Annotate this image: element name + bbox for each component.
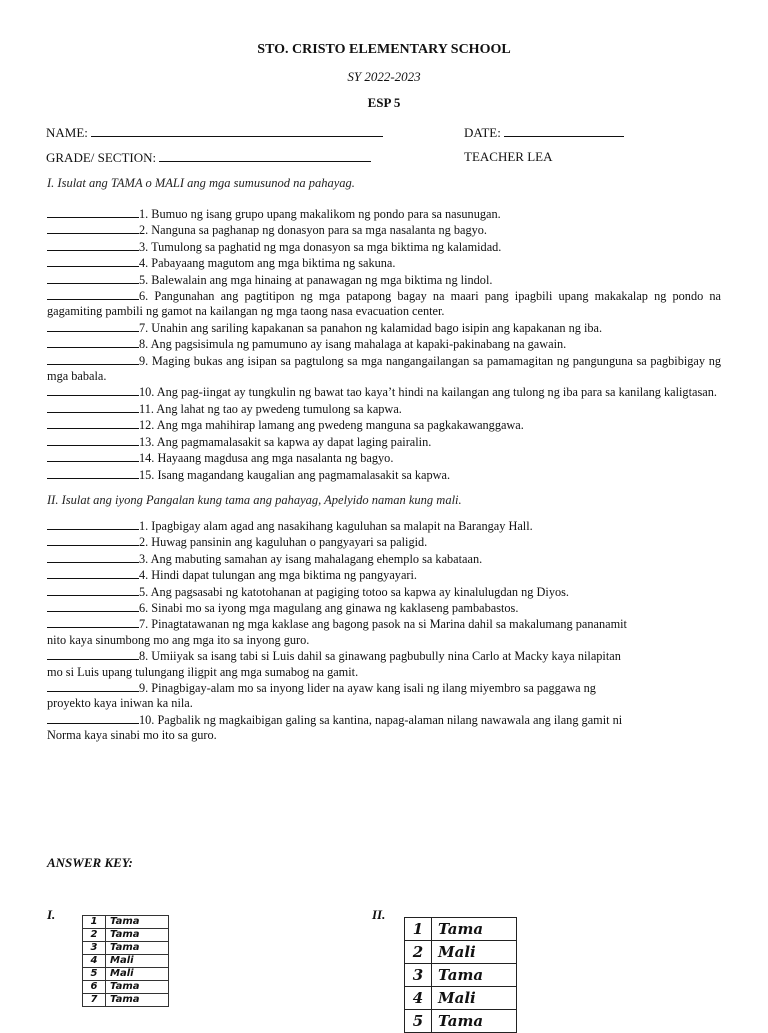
- answer-key-title: ANSWER KEY:: [47, 855, 133, 870]
- list-item: 5. Ang pagsasabi ng katotohanan at pagiging totoo sa kapwa ay kinalulugdan ng Diyos.: [47, 584, 627, 600]
- table-row: 2 Mali: [405, 941, 517, 964]
- answer-key-part2-label: II.: [372, 907, 386, 922]
- table-row: 5 Mali: [83, 968, 169, 981]
- grade-section-blank: [159, 149, 371, 162]
- answer-key-part1-label: I.: [47, 907, 56, 922]
- list-item: 4. Pabayaang magutom ang mga biktima ng sakuna.: [47, 255, 721, 271]
- list-item: 12. Ang mga mahihirap lamang ang pwedeng manguna sa pagkakawanggawa.: [47, 417, 721, 433]
- date-field: [464, 124, 624, 141]
- list-item: 2. Huwag pansinin ang kaguluhan o pangyayari sa paligid.: [47, 534, 627, 550]
- list-item: 2. Nanguna sa paghanap ng donasyon para sa mga nasalanta ng bagyo.: [47, 222, 721, 238]
- name-label: NAME:: [46, 125, 88, 140]
- part2-instruction: II. Isulat ang iyong Pangalan kung tama ang pahayag, Apelyido naman kung mali.: [47, 493, 462, 507]
- list-item: 13. Ang pagmamalasakit sa kapwa ay dapat laging pairalin.: [47, 434, 721, 450]
- subject-title: ESP 5: [367, 95, 401, 110]
- date-blank: [504, 124, 624, 137]
- name-field: [46, 124, 383, 141]
- grade-section-field: [46, 149, 371, 166]
- table-row: 7 Tama: [83, 994, 169, 1007]
- grade-section-label: GRADE/ SECTION:: [46, 150, 157, 165]
- part1-list: [47, 206, 721, 483]
- table-row: 5 Tama: [405, 1010, 517, 1033]
- list-item: 8. Umiiyak sa isang tabi si Luis dahil sa ginawang pagbubully nina Carlo at Macky kaya nilapitan mo si Luis upang tulungang iligpit ang mga sumabog na gamit.: [47, 649, 621, 679]
- list-item: 10. Ang pag-iingat ay tungkulin ng bawat tao kaya’t hindi na kailangan ang tulong ng iba para sa kanilang kaligtasan.: [47, 384, 721, 400]
- table-row: 1 Tama: [405, 918, 517, 941]
- school-name: STO. CRISTO ELEMENTARY SCHOOL: [257, 42, 511, 57]
- teacher-name: TEACHER LEA: [464, 149, 553, 164]
- list-item: 15. Isang magandang kaugalian ang pagmamalasakit sa kapwa.: [47, 467, 721, 483]
- table-row: 4 Mali: [83, 955, 169, 968]
- date-label: DATE:: [464, 125, 501, 140]
- name-blank: [91, 124, 383, 137]
- part2-list: [47, 518, 627, 744]
- list-item: 6. Pangunahan ang pagtitipon ng mga patapong bagay na maari pang ipagbili upang makakalap ng pondo na gagamiting pambili ng gamot na kailangan ng mga taong nasa evacuation center.: [47, 289, 721, 319]
- answer-key-table-part2: [404, 917, 517, 1033]
- list-item: 1. Bumuo ng isang grupo upang makalikom ng pondo para sa nasunugan.: [47, 206, 721, 222]
- list-item: 11. Ang lahat ng tao ay pwedeng tumulong sa kapwa.: [47, 401, 721, 417]
- list-item: 9. Maging bukas ang isipan sa pagtulong sa mga nangangailangan sa pamamagitan ng pangunguna sa pagbibigay ng mga babala.: [47, 353, 721, 384]
- part1-instruction: I. Isulat ang TAMA o MALI ang mga sumusunod na pahayag.: [47, 176, 355, 190]
- list-item: 3. Ang mabuting samahan ay isang mahalagang ehemplo sa kabataan.: [47, 551, 627, 567]
- list-item: 6. Sinabi mo sa iyong mga magulang ang ginawa ng kaklaseng pambabastos.: [47, 600, 627, 616]
- list-item: 3. Tumulong sa paghatid ng mga donasyon sa mga biktima ng kalamidad.: [47, 239, 721, 255]
- list-item: 10. Pagbalik ng magkaibigan galing sa kantina, napag-alaman nilang nawawala ang ilang gamit ni Norma kaya sinabi mo ito sa guro.: [47, 712, 623, 743]
- school-year: SY 2022-2023: [347, 69, 421, 84]
- answer-key-table-part1: [82, 915, 169, 1007]
- list-item: 14. Hayaang magdusa ang mga nasalanta ng bagyo.: [47, 450, 721, 466]
- table-row: 2 Tama: [83, 929, 169, 942]
- table-row: 4 Mali: [405, 987, 517, 1010]
- table-row: 3 Tama: [405, 964, 517, 987]
- list-item: 9. Pinagbigay-alam mo sa inyong lider na ayaw kang isali ng ilang miyembro sa paggawa ng proyekto kaya iniwan ka nila.: [47, 681, 596, 711]
- table-row: 3 Tama: [83, 942, 169, 955]
- list-item: 4. Hindi dapat tulungan ang mga biktima ng pangyayari.: [47, 567, 627, 583]
- list-item: 8. Ang pagsisimula ng pamumuno ay isang mahalaga at kapaki-pakinabang na gawain.: [47, 336, 721, 352]
- list-item: 7. Unahin ang sariling kapakanan sa panahon ng kalamidad bago isipin ang kapakanan ng iba.: [47, 320, 721, 336]
- list-item: 1. Ipagbigay alam agad ang nasakihang kaguluhan sa malapit na Barangay Hall.: [47, 518, 627, 534]
- list-item: 5. Balewalain ang mga hinaing at panawagan ng mga biktima ng lindol.: [47, 272, 721, 288]
- list-item: 7. Pinagtatawanan ng mga kaklase ang bagong pasok na si Marina dahil sa makalumang pananamit nito kaya sinumbong mo ang mga ito sa inyong guro.: [47, 617, 627, 647]
- table-row: 1 Tama: [83, 916, 169, 929]
- table-row: 6 Tama: [83, 981, 169, 994]
